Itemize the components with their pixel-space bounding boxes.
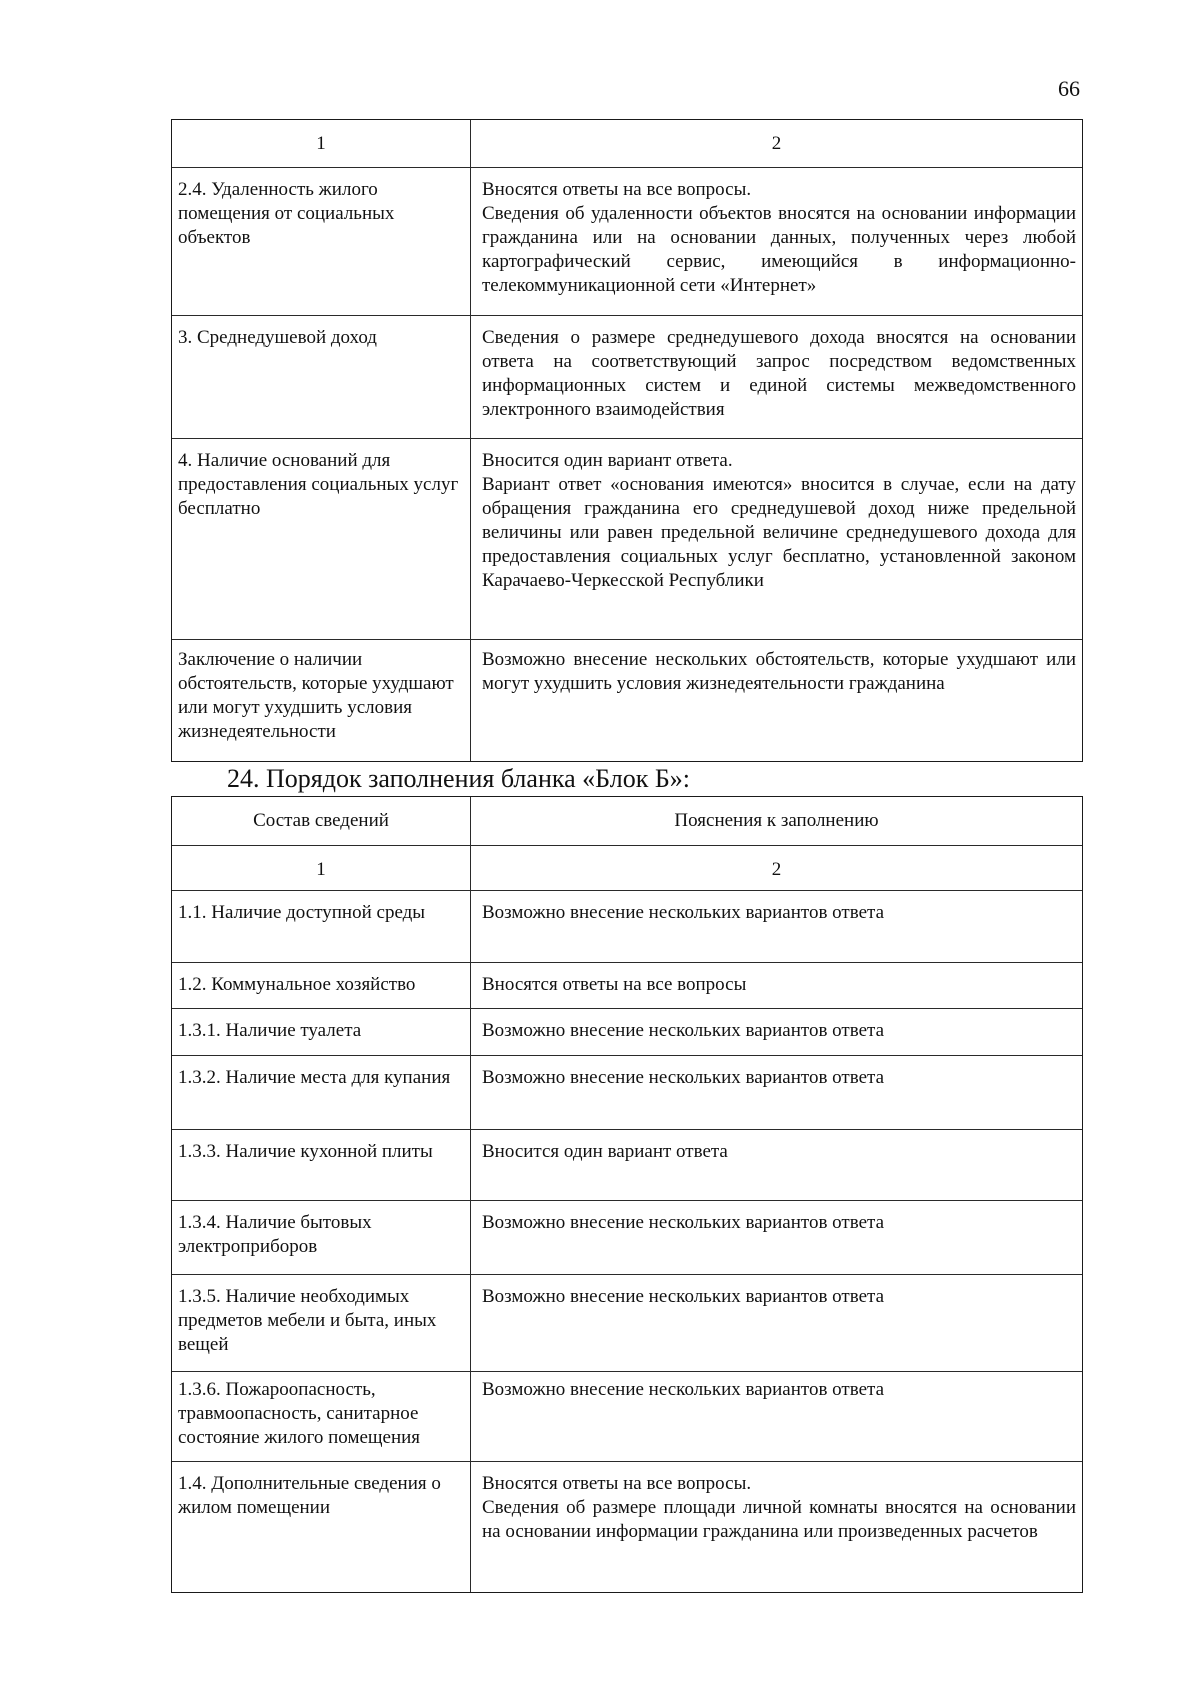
- row-item: Заключение о наличии обстоятельств, которые ухудшают или могут ухудшить условия жизнедеятельности: [172, 640, 471, 761]
- row-item: 1.3.3. Наличие кухонной плиты: [172, 1130, 471, 1200]
- explanation-line: Вносится один вариант ответа.: [482, 450, 733, 471]
- page-number: 66: [1058, 76, 1080, 101]
- explanation-line: Вносится один вариант ответа: [482, 1141, 728, 1162]
- row-explanation: [471, 963, 1082, 1008]
- table-row: [172, 1461, 1082, 1592]
- explanation-line: Вариант ответ «основания имеются» вносится в случае, если на дату обращения гражданина его среднедушевой доход ниже предельной величины или равен предельной величине среднедушевого дохода для предоставления социальных услуг бесплатно, установленной законом Карачаево-Черкесской Республики: [482, 474, 1076, 591]
- row-explanation: [471, 316, 1082, 438]
- explanation-line: Возможно внесение нескольких обстоятельств, которые ухудшают или могут ухудшить условия жизнедеятельности гражданина: [482, 649, 1076, 694]
- row-item: 2.4. Удаленность жилого помещения от социальных объектов: [172, 168, 471, 315]
- explanation-line: Сведения об размере площади личной комнаты вносятся на основании на основании информации гражданина или произведенных расчетов: [482, 1497, 1076, 1542]
- row-item: 1.2. Коммунальное хозяйство: [172, 963, 471, 1008]
- row-explanation: [471, 640, 1082, 761]
- table-row: [172, 1055, 1082, 1129]
- explanation-line: Возможно внесение нескольких вариантов ответа: [482, 1379, 884, 1400]
- column-number-2: 2: [771, 859, 782, 880]
- row-explanation: [471, 1130, 1082, 1200]
- header-explanations: Пояснения к заполнению: [674, 810, 879, 831]
- table-row: [172, 890, 1082, 962]
- explanation-line: Возможно внесение нескольких вариантов ответа: [482, 1212, 884, 1233]
- column-number-1: 1: [172, 846, 471, 890]
- row-item: 1.1. Наличие доступной среды: [172, 891, 471, 962]
- explanation-line: Вносятся ответы на все вопросы.: [482, 1473, 752, 1494]
- explanation-line: Возможно внесение нескольких вариантов ответа: [482, 1020, 884, 1041]
- table-row: [172, 1200, 1082, 1274]
- row-explanation: [471, 168, 1082, 315]
- row-item: 1.3.1. Наличие туалета: [172, 1009, 471, 1055]
- table-row: [172, 962, 1082, 1008]
- row-item: 1.3.5. Наличие необходимых предметов мебели и быта, иных вещей: [172, 1275, 471, 1371]
- row-explanation: [471, 439, 1082, 639]
- explanation-line: Возможно внесение нескольких вариантов ответа: [482, 1067, 884, 1088]
- table-row: [172, 1008, 1082, 1055]
- table-block-b: [171, 796, 1083, 1593]
- explanation-line: Возможно внесение нескольких вариантов ответа: [482, 902, 884, 923]
- table-header-row: [172, 797, 1082, 845]
- table-row: [172, 639, 1082, 761]
- row-explanation: [471, 891, 1082, 962]
- table-row: [172, 167, 1082, 315]
- explanation-line: Возможно внесение нескольких вариантов ответа: [482, 1286, 884, 1307]
- row-explanation: [471, 1009, 1082, 1055]
- table-column-numbers-row: [172, 120, 1082, 167]
- explanation-line: Сведения о размере среднедушевого дохода вносятся на основании ответа на соответствующий запрос посредством ведомственных информационных систем и единой системы межведомственного электронного взаимодействия: [482, 327, 1076, 420]
- column-number-1: 1: [172, 120, 471, 167]
- row-item: 1.3.2. Наличие места для купания: [172, 1056, 471, 1129]
- row-explanation: [471, 1201, 1082, 1274]
- table-row: [172, 438, 1082, 639]
- row-item: 1.3.4. Наличие бытовых электроприборов: [172, 1201, 471, 1274]
- row-explanation: [471, 1056, 1082, 1129]
- table-block-a-continuation: [171, 119, 1083, 762]
- row-explanation: [471, 1462, 1082, 1592]
- row-explanation: [471, 1275, 1082, 1371]
- table-column-numbers-row: [172, 845, 1082, 890]
- row-item: 3. Среднедушевой доход: [172, 316, 471, 438]
- table-row: [172, 1371, 1082, 1461]
- row-item: 1.3.6. Пожароопасность, травмоопасность, санитарное состояние жилого помещения: [172, 1372, 471, 1461]
- table-row: [172, 1129, 1082, 1200]
- header-composition: Состав сведений: [172, 797, 471, 845]
- table-row: [172, 315, 1082, 438]
- explanation-line: Вносятся ответы на все вопросы.: [482, 179, 752, 200]
- table-row: [172, 1274, 1082, 1371]
- column-number-2: 2: [771, 133, 782, 154]
- explanation-line: Вносятся ответы на все вопросы: [482, 974, 747, 995]
- row-item: 4. Наличие оснований для предоставления социальных услуг бесплатно: [172, 439, 471, 639]
- explanation-line: Сведения об удаленности объектов вносятся на основании информации гражданина или на основании данных, полученных через любой картографический сервис, имеющийся в информационно-телекоммуникационной сети «Интернет»: [482, 203, 1076, 296]
- row-explanation: [471, 1372, 1082, 1461]
- section-heading: 24. Порядок заполнения бланка «Блок Б»:: [227, 764, 690, 793]
- row-item: 1.4. Дополнительные сведения о жилом помещении: [172, 1462, 471, 1592]
